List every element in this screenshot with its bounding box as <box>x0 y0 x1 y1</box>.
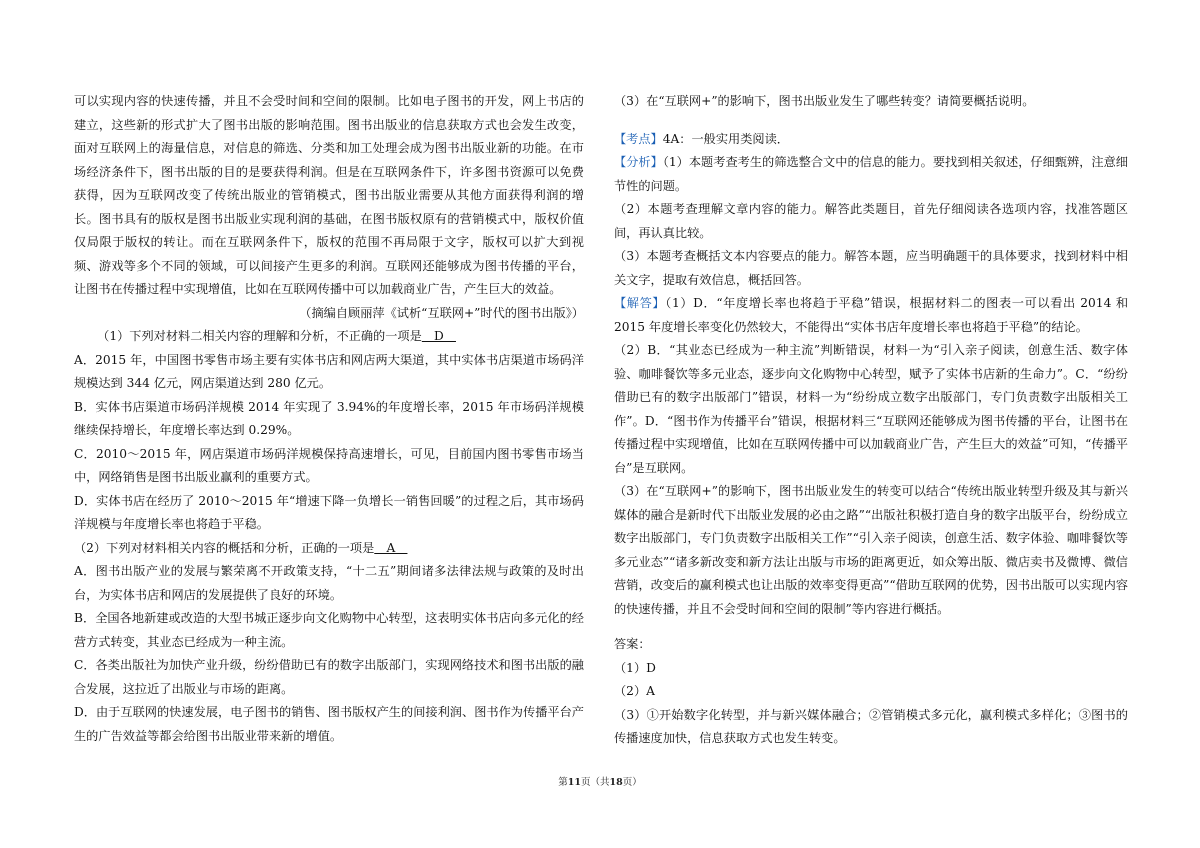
page-footer <box>0 774 1200 788</box>
answer-2: （2）A <box>614 684 655 698</box>
passage-source: （摘编自顾丽萍《试析“互联网+”时代的图书出版》） <box>299 305 584 320</box>
jieda-line-2: （2）B．“其业态已经成为一种主流”判断错误，材料一为“引入亲子阅读，创意生活、数字体验、咖啡餐饮等多元业态，逐步向文化购物中心转型，赋予了实体书店新的生命力”。C．“纷纷借助已有的数字出版部门”错误，材料一为“纷纷成立数字出版部门，专门负责数字出版相关工作”。D．“图书作为传播平台”错误，根据材料三“互联网还能够成为图书传播的平台，让图书在传播过程中实现增值，比如在互联网传播中可以加载商业广告，产生巨大的效益”可知，“传播平台”是互联网。 <box>614 343 1128 475</box>
fenxi-tag: 【分析】 <box>614 155 663 169</box>
fenxi-text-1: （1）本题考查考生的筛选整合文中的信息的能力。要找到相关叙述，仔细甄辨，注意细节性的问题。 <box>614 155 1128 193</box>
page-total: 18 <box>609 777 623 788</box>
footer-suffix: 页） <box>622 777 642 788</box>
question-2-option-d: D．由于互联网的快速发展，电子图书的销售、图书版权产生的间接利润、图书作为传播平台产生的广告效益等都会给图书出版业带来新的增值。 <box>74 705 584 743</box>
answer-label: 答案： <box>614 637 651 651</box>
question-2-stem <box>74 537 584 561</box>
question-1-option-b: B．实体书店渠道市场码洋规模 2014 年实现了 3.94%的年度增长率，2015 年市场码洋规模继续保持增长，年度增长率达到 0.29%。 <box>74 399 584 437</box>
question-2-text: （2）下列对材料相关内容的概括和分析，正确的一项是 <box>74 540 375 555</box>
question-3-stem: （3）在“互联网+”的影响下，图书出版业发生了哪些转变？请简要概括说明。 <box>614 94 1035 108</box>
passage-paragraph: 可以实现内容的快速传播，并且不会受时间和空间的限制。比如电子图书的开发，网上书店的建立，这些新的形式扩大了图书出版的影响范围。图书出版业的信息获取方式也会发生改变，面对互联网上的海量信息，对信息的筛选、分类和加工处理会成为图书出版业新的功能。在市场经济条件下，图书出版的目的是要获得利润。但是在互联网条件下，许多图书资源可以免费获得，因为互联网改变了传统出版业的管销模式，图书出版业需要从其他方面获得利润的增长。图书具有的版权是图书出版业实现利润的基础，在图书版权原有的营销模式中，版权价值仅局限于版权的转让。而在互联网条件下，版权的范围不再局限于文字，版权可以扩大到视频、游戏等多个不同的领域，可以间接产生更多的利润。互联网还能够成为图书传播的平台，让图书在传播过程中实现增值，比如在互联网传播中可以加载商业广告，产生巨大的效益。 <box>74 94 584 296</box>
right-column <box>614 90 1128 751</box>
question-1-option-d: D．实体书店在经历了 2010～2015 年“增速下降一负增长一销售回暖”的过程之后，其市场码洋规模与年度增长率也将趋于平稳。 <box>74 493 584 531</box>
footer-mid: 页（共 <box>580 777 610 788</box>
question-2-option-b: B．全国各地新建或改造的大型书城正逐步向文化购物中心转型，这表明实体书店向多元化的经营方式转变，其业态已经成为一种主流。 <box>74 611 584 649</box>
fenxi-line-3: （3）本题考查概括文本内容要点的能力。解答本题，应当明确题干的具体要求，找到材料中相关文字，提取有效信息，概括回答。 <box>614 249 1128 287</box>
question-2-option-a: A．图书出版产业的发展与繁荣离不开政策支持，“十二五”期间诸多法律法规与政策的及时出台，为实体书店和网店的发展提供了良好的环境。 <box>74 564 584 602</box>
question-1-option-c: C．2010～2015 年，网店渠道市场码洋规模保持高速增长，可见，目前国内图书零售市场当中，网络销售是图书出版业赢利的重要方式。 <box>74 446 584 484</box>
spacer <box>614 621 1128 633</box>
jieda-text-1: （1）D．“年度增长率也将趋于平稳”错误，根据材料二的图表一可以看出 2014 和 2015 年度增长率变化仍然较大，不能得出“实体书店年度增长率也将趋于平稳”的结论。 <box>614 296 1129 334</box>
kaodian-tag: 【考点】 <box>614 131 663 146</box>
footer-prefix: 第 <box>558 777 568 788</box>
jieda-line-1 <box>614 292 1128 339</box>
question-2-answer: A <box>374 540 408 555</box>
jieda-line-3: （3）在“互联网+”的影响下，图书出版业发生的转变可以结合“传统出版业转型升级及其与新兴媒体的融合是新时代下出版业发展的必由之路”“出版社积极打造自身的数字出版平台，纷纷成立数字出版部门，专门负责数字出版相关工作”“引入亲子阅读，创意生活、数字体验、咖啡餐饮等多元业态”“诸多新改变和新方法让出版与市场的距离更近，如众筹出版、微店卖书及微博、微信营销，改变后的赢利模式也让出版的效率变得更高”“借助互联网的优势，因书出版可以实现内容的快速传播，并且不会受时间和空间的限制”等内容进行概括。 <box>614 484 1128 616</box>
question-1-stem <box>74 325 584 349</box>
question-1-option-a: A．2015 年，中国图书零售市场主要有实体书店和网店两大渠道，其中实体书店渠道市场码洋规模达到 344 亿元，网店渠道达到 280 亿元。 <box>74 352 584 390</box>
question-1-text: （1）下列对材料二相关内容的理解和分析，不正确的一项是 <box>97 329 422 343</box>
kaodian-text: 4A：一般实用类阅读． <box>662 131 789 146</box>
question-1-answer: D <box>421 329 456 343</box>
fenxi-line-2: （2）本题考查理解文章内容的能力。解答此类题目，首先仔细阅读各选项内容，找准答题区间，再认真比较。 <box>614 202 1128 240</box>
spacer <box>614 114 1128 128</box>
kaodian-line <box>614 128 1128 152</box>
fenxi-line-1 <box>614 151 1128 198</box>
jieda-tag: 【解答】 <box>614 296 666 310</box>
answer-3: （3）①开始数字化转型，并与新兴媒体融合；②管销模式多元化，赢利模式多样化；③图书的传播速度加快，信息获取方式也发生转变。 <box>614 707 1128 745</box>
answer-1: （1）D <box>614 660 656 675</box>
page-number: 11 <box>567 777 581 788</box>
left-column <box>74 90 584 748</box>
question-2-option-c: C．各类出版社为加快产业升级，纷纷借助已有的数字出版部门，实现网络技术和图书出版的融合发展，这拉近了出版业与市场的距离。 <box>74 658 584 696</box>
